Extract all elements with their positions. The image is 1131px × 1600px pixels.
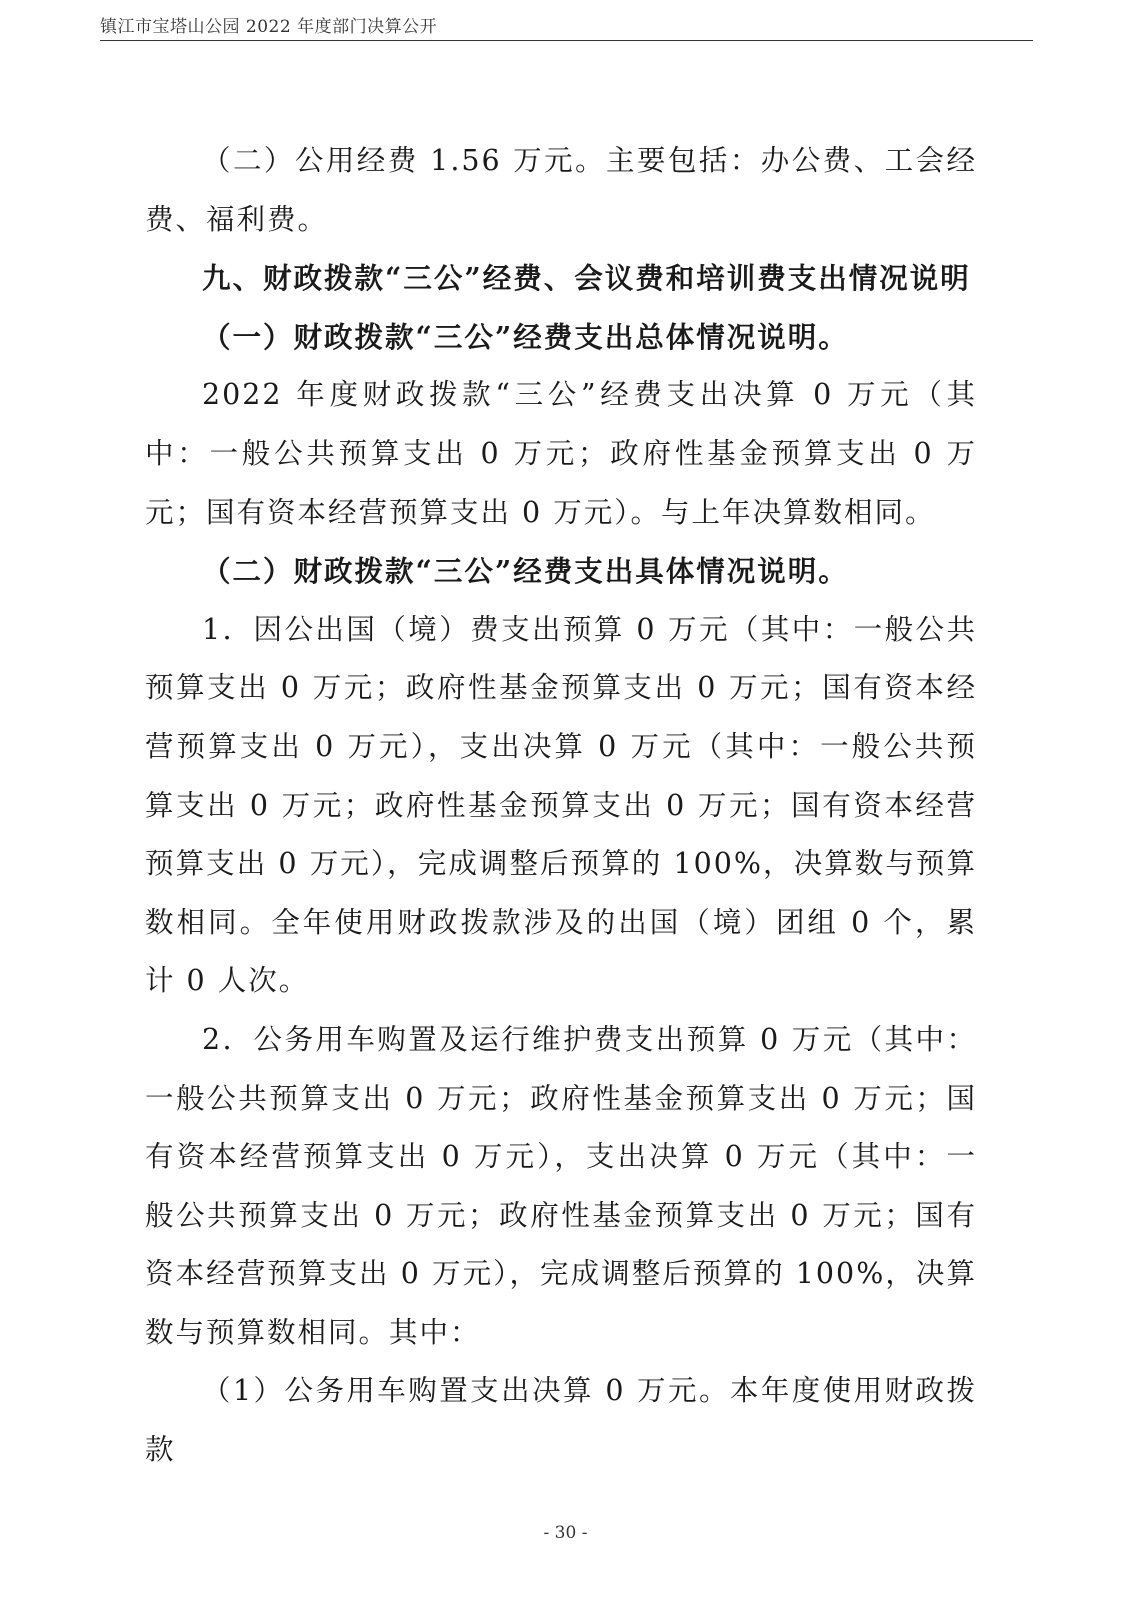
paragraph-overall-expenditure: 2022 年度财政拨款“三公”经费支出决算 0 万元（其中：一般公共预算支出 0 万元；政府性基金预算支出 0 万元；国有资本经营预算支出 0 万元）。与上年决算数相同。 [145,378,977,529]
document-body [145,132,977,1480]
subsection-heading-overall: （一）财政拨款“三公”经费支出总体情况说明。 [202,319,849,354]
paragraph-official-vehicles: 2．公务用车购置及运行维护费支出预算 0 万元（其中：一般公共预算支出 0 万元；政府性基金预算支出 0 万元；国有资本经营预算支出 0 万元），支出决算 0 万元（其中：一般公共预算支出 0 万元；政府性基金预算支出 0 万元；国有资本经营预算支出 0 万元），完成调整后预算的 100%，决算数与预算数相同。其中： [145,1022,977,1349]
paragraph-overseas-travel: 1．因公出国（境）费支出预算 0 万元（其中：一般公共预算支出 0 万元；政府性基金预算支出 0 万元；国有资本经营预算支出 0 万元），支出决算 0 万元（其中：一般公共预算支出 0 万元；政府性基金预算支出 0 万元；国有资本经营预算支出 0 万元），完成调整后预算的 100%，决算数与预算数相同。全年使用财政拨款涉及的出国（境）团组 0 个，累计 0 人次。 [145,612,977,998]
section-heading-nine: 九、财政拨款“三公”经费、会议费和培训费支出情况说明 [202,261,971,296]
paragraph-public-expenses: （二）公用经费 1.56 万元。主要包括：办公费、工会经费、福利费。 [145,144,977,236]
page-number: - 30 - [543,1523,588,1543]
running-header: 镇江市宝塔山公园 2022 年度部门决算公开 [100,17,438,37]
header-divider [100,40,1033,41]
subsection-heading-specific: （二）财政拨款“三公”经费支出具体情况说明。 [202,554,849,589]
paragraph-vehicle-purchase: （1）公务用车购置支出决算 0 万元。本年度使用财政拨款 [145,1374,977,1467]
